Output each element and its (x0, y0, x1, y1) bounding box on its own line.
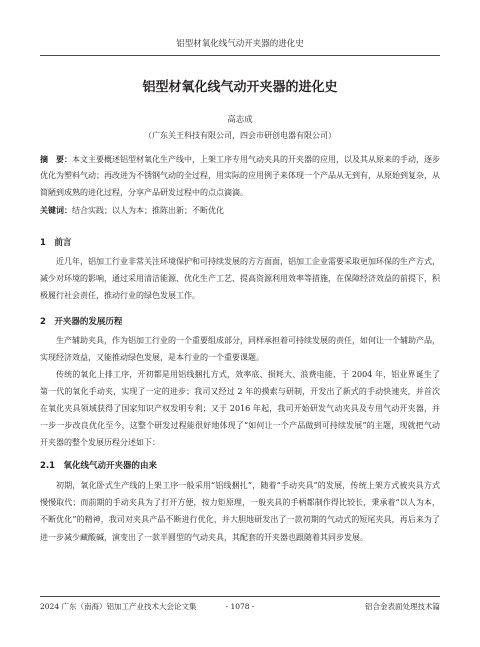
paragraph: 传统的氧化上排工序，开初都是用铝线捆扎方式，效率底、损耗大、浪费电能，于 2004 年，铝业界诞生了第一代的氧化手动夹，实现了一定的进步；我司又经过 2 年的摸索与研制，开发出了新式的手动快速夹，并首次在氧化夹具领域获得了国家知识产权发明专利；又于 2016 年起，我司开始研发气动夹具及专用气动开夹器，并一步一步改良优化至今，这整个研发过程能很好地体现了“如何让一个产品做到可持续发展”的主题，现就把气动开夹器的整个发展历程分述如下： (40, 369, 440, 447)
keywords-text: 结合实践；以人为本；推陈出新；不断优化 (72, 205, 224, 215)
author-affiliation: （广东关王科技有限公司，四会市研创电器有限公司） (144, 131, 336, 140)
running-header: 铝型材氧化线气动开夹器的进化史 (176, 39, 304, 49)
subsection-heading-origin: 2.1 氧化线气动开夹器的由来 (40, 460, 158, 471)
paper-title: 铝型材氧化线气动开夹器的进化史 (142, 80, 338, 95)
footer-proceedings-title: 2024 广东（南海）铝加工产业技术大会论文集 (40, 602, 197, 611)
abstract-label: 摘 要： (40, 154, 72, 164)
keywords (40, 202, 440, 219)
page-number: - 1078 - (225, 602, 255, 611)
section-history-body (40, 332, 440, 451)
author-name: 高志成 (227, 115, 253, 125)
keywords-label: 关键词： (40, 205, 72, 215)
section-heading-intro: 1 前言 (40, 237, 72, 248)
abstract (40, 152, 440, 202)
section-intro-body (40, 253, 440, 304)
footer-section-title: 铝合金表面处理技术篇 (365, 602, 440, 611)
abstract-text: 本文主要概述铝型材氧化生产线中，上架工序专用气动夹具的开夹器的应用，以及其从原来的手动，逐步优化为塑料气动；再改进为不锈钢气动的全过程，用实际的应用例子来体现一个产品从无到有，从原始到复杂，从简陋到成熟的进化过程，分享产品研发过程中的点点滴滴。 (40, 154, 440, 197)
page-footer (40, 601, 440, 613)
subsection-origin-body (40, 477, 440, 547)
section-heading-history: 2 开夹器的发展历程 (40, 316, 123, 327)
paragraph: 初期，氧化卧式生产线的上架工序一般采用“铝线捆扎”，随着“手动夹具”的发展，传统上架方式被夹具方式慢慢取代；而前期的手动夹具为了打开方便，按力矩原理，一般夹具的手柄都制作得比较长，秉承着“以人为本，不断优化”的精神，我司对夹具产品不断进行优化，并大胆地研发出了一款初期的气动式的短尾夹具，再后来为了进一步减少藏酸碱，演变出了一款半圆型的气动夹具，其配套的开夹器也跟随着其同步发展。 (40, 480, 440, 542)
header-rule (40, 55, 440, 56)
paragraph: 近几年，铝加工行业非常关注环境保护和可持续发展的方方面面，铝加工企业需要采取更加环保的生产方式，减少对环境的影响，通过采用清洁能源、优化生产工艺、提高资源利用效率等措施，在保障经济效益的前提下，积极履行社会责任，推动行业的绿色发展工作。 (40, 256, 440, 300)
footer-rule (40, 596, 440, 597)
paragraph: 生产辅助夹具，作为铝加工行业的一个重要组成部分，同样承担着可持续发展的责任，如何让一个辅助产品，实现经济效益，又能推动绿色发展，是本行业的一个重要课题。 (40, 335, 440, 362)
